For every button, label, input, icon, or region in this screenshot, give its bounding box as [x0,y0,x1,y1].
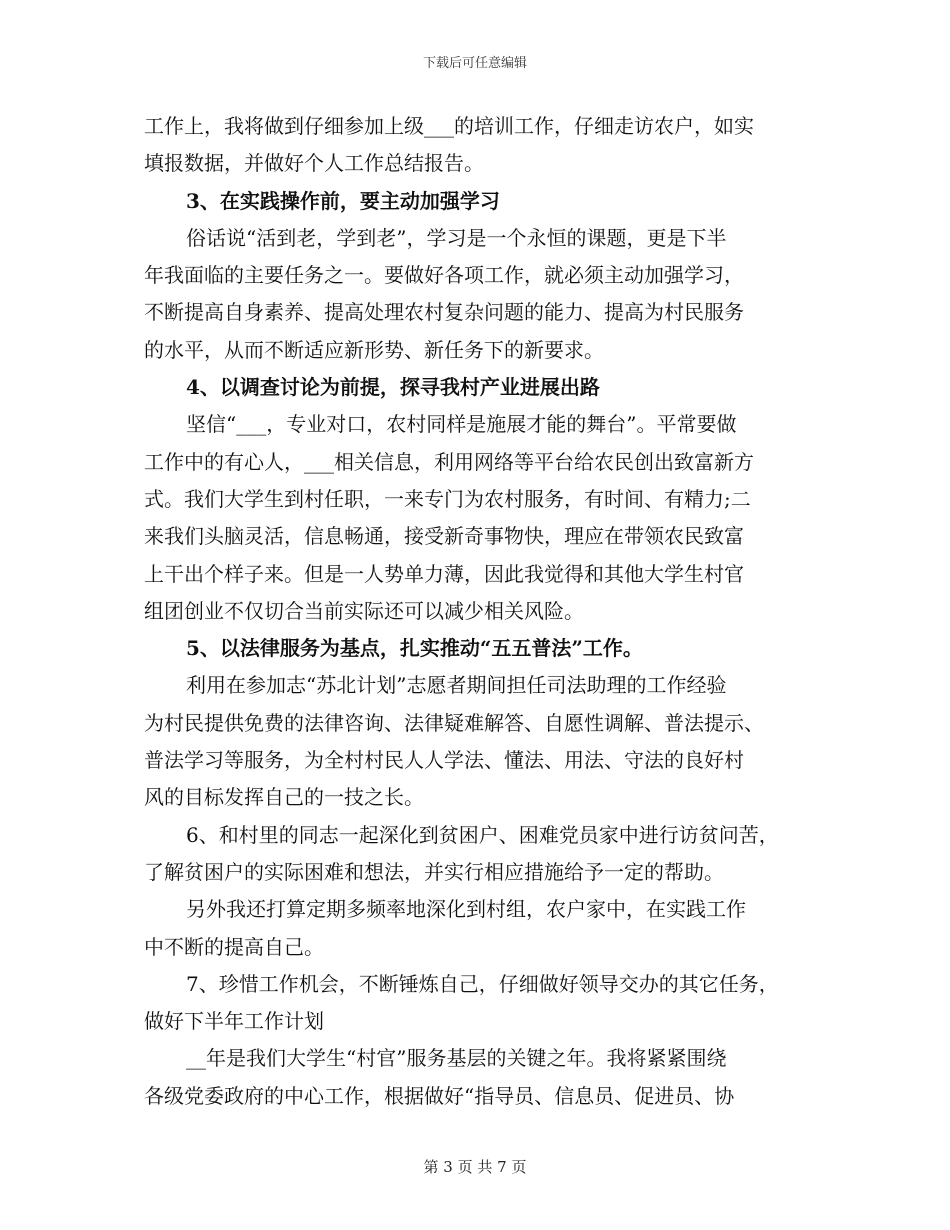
page-footer: 第 3 页 共 7 页 [423,1158,527,1176]
paragraph-line: 俗话说“活到老，学到老”，学习是一个永恒的课题，更是下半 [186,225,727,250]
paragraph-line: 的水平，从而不断适应新形势、新任务下的新要求。 [144,337,604,362]
paragraph-line: 来我们头脑灵活，信息畅通，接受新奇事物快，理应在带领农民致富 [144,524,744,549]
paragraph-line: 做好下半年工作计划 [144,1009,324,1034]
paragraph-line: 组团创业不仅切合当前实际还可以减少相关风险。 [144,598,584,623]
section-heading: 4、以调查讨论为前提，探寻我村产业进展出路 [186,375,600,400]
paragraph-line: 式。我们大学生到村任职，一来专门为农村服务，有时间、有精力;二 [144,486,751,511]
paragraph-line: 填报数据，并做好个人工作总结报告。 [144,151,484,176]
paragraph-line: 了解贫困户的实际困难和想法，并实行相应措施给予一定的帮助。 [144,859,724,884]
page-header: 下载后可任意编辑 [422,56,527,71]
paragraph-line: 各级党委政府的中心工作，根据做好“指导员、信息员、促进员、协 [144,1083,735,1108]
paragraph-line: 6、和村里的同志一起深化到贫困户、困难党员家中进行访贫问苦， [186,822,779,847]
section-heading: 5、以法律服务为基点，扎实推动“五五普法”工作。 [186,636,643,661]
paragraph-line: 普法学习等服务，为全村村民人人学法、懂法、用法、守法的良好村 [144,748,744,773]
paragraph-line: __年是我们大学生“村官”服务基层的关键之年。我将紧紧围绕 [186,1046,727,1071]
document-body [144,108,806,1115]
paragraph-line: 年我面临的主要任务之一。要做好各项工作，就必须主动加强学习， [144,263,744,288]
paragraph-line: 中不断的提高自己。 [144,934,324,959]
paragraph-line: 为村民提供免费的法律咨询、法律疑难解答、自愿性调解、普法提示、 [144,710,764,735]
paragraph-line: 工作上，我将做到仔细参加上级___的培训工作，仔细走访农户，如实 [144,114,754,138]
paragraph-line: 工作中的有心人，___相关信息，利用网络等平台给农民创出致富新方 [144,449,754,474]
paragraph-line: 另外我还打算定期多频率地深化到村组，农户家中，在实践工作 [186,897,746,922]
paragraph-line: 利用在参加志“苏北计划”志愿者期间担任司法助理的工作经验 [186,673,727,698]
paragraph-line: 不断提高自身素养、提高处理农村复杂问题的能力、提高为村民服务 [144,300,744,325]
paragraph-line: 风的目标发挥自己的一技之长。 [144,785,424,810]
section-heading: 3、在实践操作前，要主动加强学习 [186,188,500,213]
paragraph-line: 上干出个样子来。但是一人势单力薄，因此我觉得和其他大学生村官 [144,561,744,586]
paragraph-line: 坚信“___，专业对口，农村同样是施展才能的舞台”。平常要做 [186,412,737,437]
paragraph-line: 7、珍惜工作机会，不断锤炼自己，仔细做好领导交办的其它任务， [186,971,779,996]
